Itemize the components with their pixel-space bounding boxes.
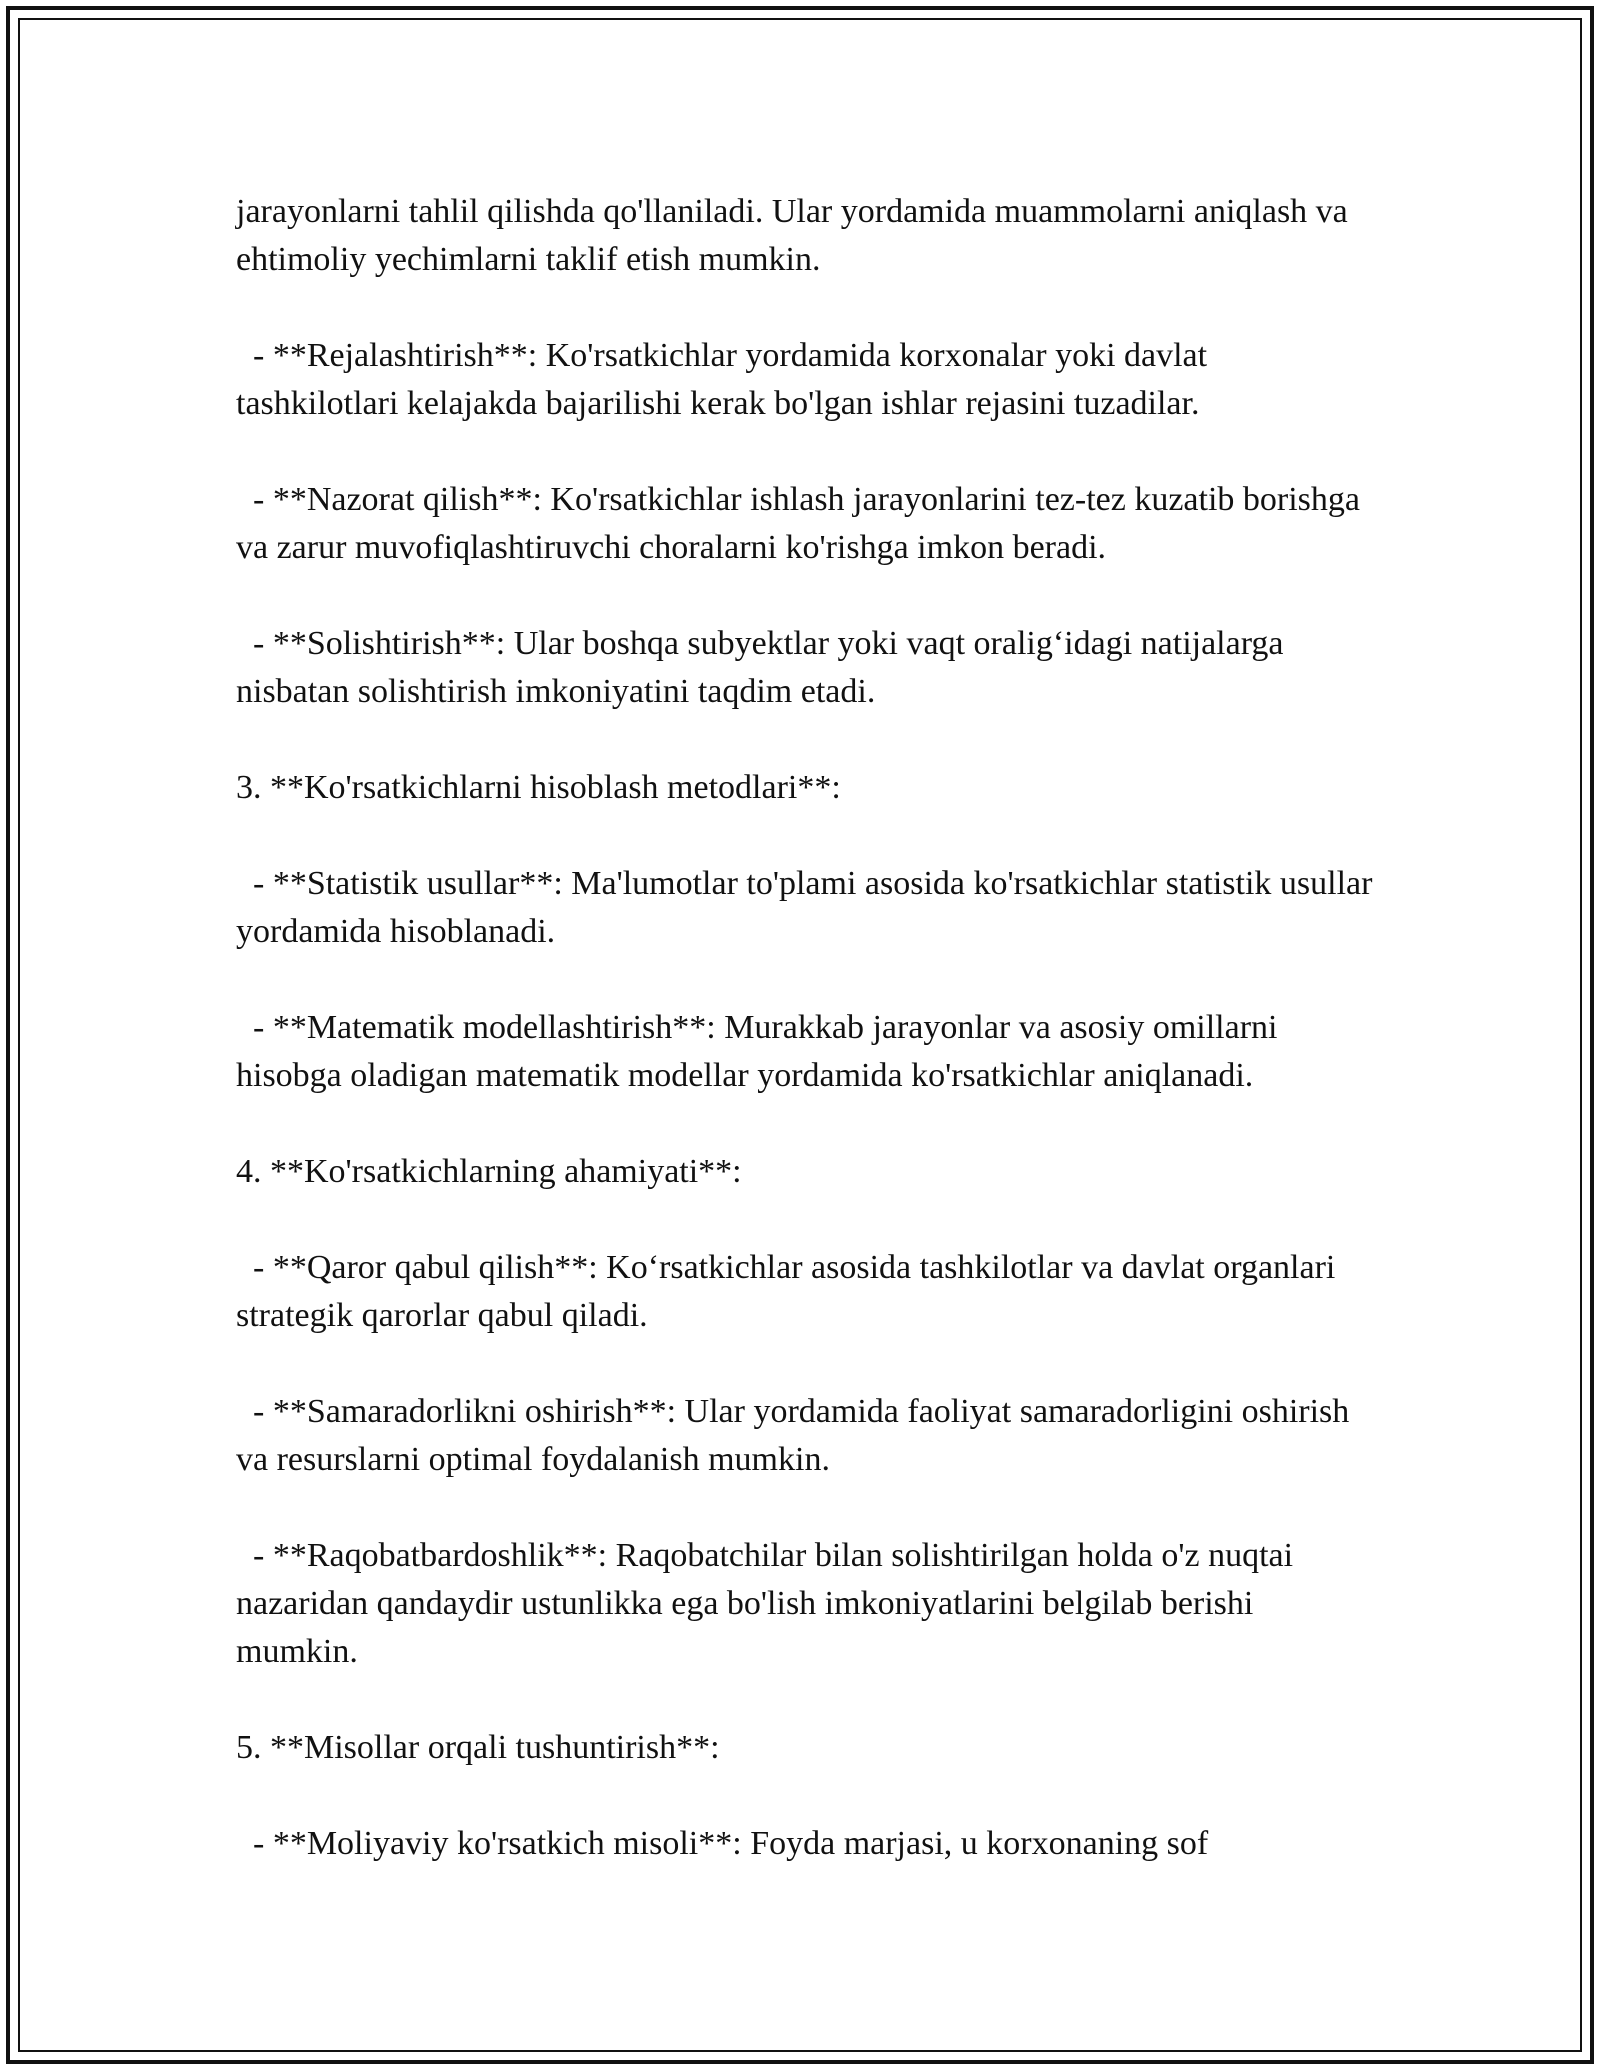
section-heading-5: 5. **Misollar orqali tushuntirish**: [236, 1729, 720, 1766]
list-item-solishtirish: - **Solishtirish**: Ular boshqa subyektlar yoki vaqt oralig‘idagi natijalarga nisbatan solishtirish imkoniyatini taqdim etadi. [236, 625, 1293, 710]
list-item-samaradorlik: - **Samaradorlikni oshirish**: Ular yordamida faoliyat samaradorligini oshirish va resurslarni optimal foydalanish mumkin. [236, 1393, 1358, 1478]
list-item-matematik-modellashtirish: - **Matematik modellashtirish**: Murakkab jarayonlar va asosiy omillarni hisobga oladigan matematik modellar yordamida ko'rsatkichlar aniqlanadi. [236, 1009, 1286, 1094]
paragraph: jarayonlarni tahlil qilishda qo'llaniladi. Ular yordamida muammolarni aniqlash va ehtimoliy yechimlarni taklif etish mumkin. [236, 193, 1357, 278]
list-item-statistik-usullar: - **Statistik usullar**: Ma'lumotlar to'plami asosida ko'rsatkichlar statistik usullar yordamida hisoblanadi. [236, 865, 1381, 950]
list-item-qaror-qabul-qilish: - **Qaror qabul qilish**: Ko‘rsatkichlar asosida tashkilotlar va davlat organlari strategik qarorlar qabul qiladi. [236, 1249, 1344, 1334]
list-item-rejalashtirish: - **Rejalashtirish**: Ko'rsatkichlar yordamida korxonalar yoki davlat tashkilotlari kelajakda bajarilishi kerak bo'lgan ishlar rejasini tuzadilar. [236, 337, 1216, 422]
section-heading-3: 3. **Ko'rsatkichlarni hisoblash metodlari**: [236, 769, 841, 806]
list-item-raqobatbardoshlik: - **Raqobatbardoshlik**: Raqobatchilar bilan solishtirilgan holda o'z nuqtai nazaridan qandaydir ustunlikka ega bo'lish imkoniyatlarini belgilab berishi mumkin. [236, 1537, 1302, 1670]
section-heading-4: 4. **Ko'rsatkichlarning ahamiyati**: [236, 1153, 742, 1190]
document-body [236, 188, 1381, 1868]
list-item-nazorat-qilish: - **Nazorat qilish**: Ko'rsatkichlar ishlash jarayonlarini tez-tez kuzatib borishga va zarur muvofiqlashtiruvchi choralarni ko'rishga imkon beradi. [236, 481, 1369, 566]
list-item-moliyaviy-misol: - **Moliyaviy ko'rsatkich misoli**: Foyda marjasi, u korxonaning sof [236, 1825, 1209, 1862]
